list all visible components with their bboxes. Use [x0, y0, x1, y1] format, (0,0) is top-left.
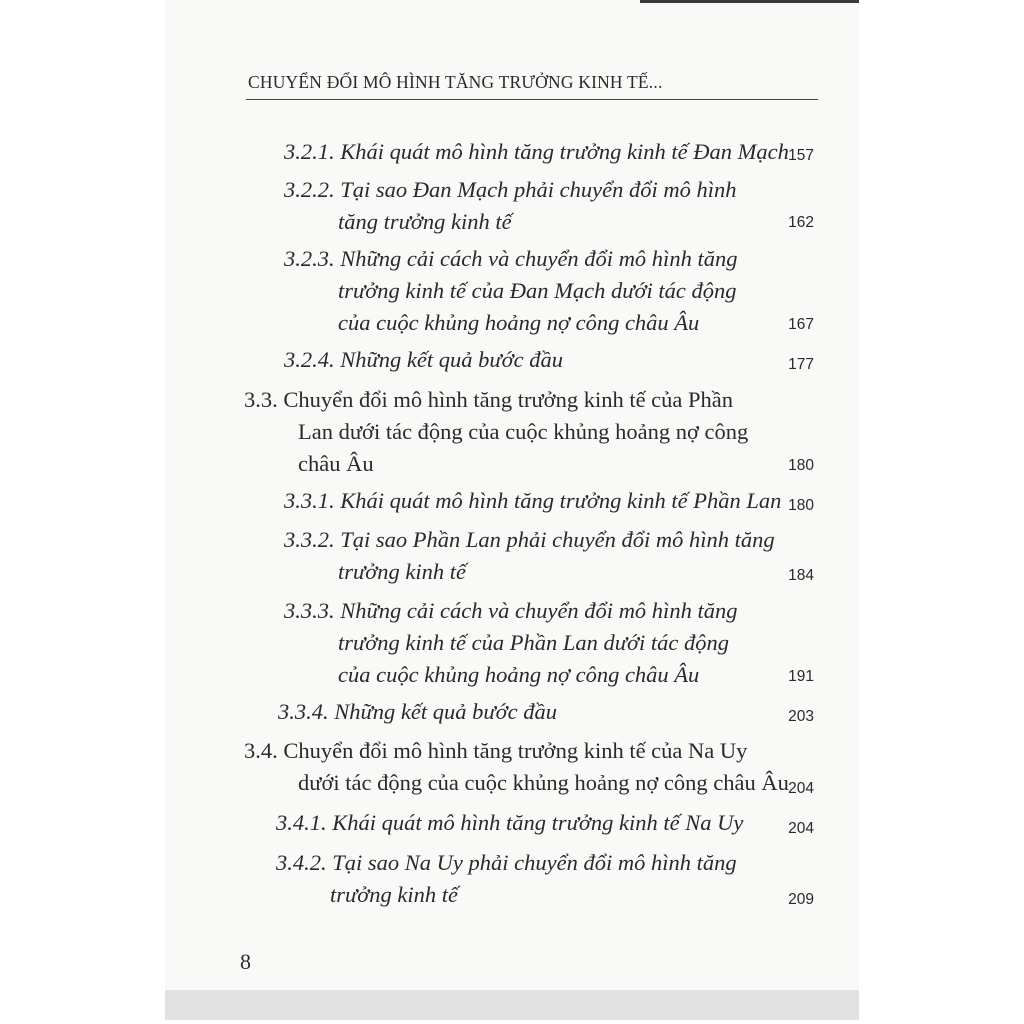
toc-entry-continuation-line: [284, 206, 736, 238]
toc-entry: [244, 735, 789, 799]
page-edge-shadow: [640, 0, 859, 3]
running-head: CHUYỂN ĐỔI MÔ HÌNH TĂNG TRƯỞNG KINH TẾ...: [248, 72, 663, 92]
toc-entry: [278, 696, 557, 728]
toc-entry: [284, 485, 781, 517]
toc-entry-continuation-line: [244, 416, 748, 448]
toc-entry-title: Chuyển đổi mô hình tăng trưởng kinh tế của Na Uy: [283, 738, 748, 763]
toc-entry-number: 3.3.3.: [284, 598, 335, 623]
toc-entry-number: 3.4.1.: [276, 810, 327, 835]
toc-entry-title: của cuộc khủng hoảng nợ công châu Âu: [338, 662, 700, 687]
toc-entry-first-line: [276, 807, 743, 839]
toc-entry-title: Tại sao Phần Lan phải chuyển đổi mô hình tăng: [340, 527, 775, 552]
toc-entry-number: 3.3.: [244, 387, 278, 412]
toc-entry-continuation-line: [284, 307, 737, 339]
toc-entry-title: Tại sao Na Uy phải chuyển đổi mô hình tăng: [332, 850, 737, 875]
toc-entry: [284, 344, 563, 376]
toc-entry-title: dưới tác động của cuộc khủng hoảng nợ công châu Âu: [298, 770, 789, 795]
toc-entry-continuation-line: [284, 627, 737, 659]
toc-entry-number: 3.2.4.: [284, 347, 335, 372]
toc-entry-first-line: [276, 847, 737, 879]
toc-entry: [276, 847, 737, 911]
toc-entry-number: 3.4.2.: [276, 850, 327, 875]
toc-entry-first-line: [284, 243, 737, 275]
toc-entry-title: Những cải cách và chuyển đổi mô hình tăng: [340, 598, 738, 623]
toc-page-number: 191: [788, 668, 814, 685]
toc-entry-number: 3.4.: [244, 738, 278, 763]
toc-entry-title: Khái quát mô hình tăng trưởng kinh tế Đan Mạch: [340, 139, 789, 164]
toc-entry-title: Khái quát mô hình tăng trưởng kinh tế Phần Lan: [340, 488, 782, 513]
toc-entry-title: Tại sao Đan Mạch phải chuyển đổi mô hình: [340, 177, 737, 202]
toc-entry-first-line: [284, 524, 775, 556]
toc-entry: [284, 524, 775, 588]
toc-entry: [244, 384, 748, 480]
toc-page-number: 180: [788, 457, 814, 474]
toc-page-number: 204: [788, 780, 814, 797]
toc-page-number: 203: [788, 708, 814, 725]
toc-entry-first-line: [244, 735, 789, 767]
toc-entry-title: trưởng kinh tế: [330, 882, 459, 907]
toc-entry: [284, 595, 737, 691]
toc-entry-continuation-line: [244, 767, 789, 799]
toc-page-number: 209: [788, 891, 814, 908]
toc-page-number: 177: [788, 356, 814, 373]
toc-entry-first-line: [284, 595, 737, 627]
toc-entry-title: châu Âu: [298, 451, 374, 476]
toc-entry-continuation-line: [276, 879, 737, 911]
toc-page-number: 204: [788, 820, 814, 837]
toc-entry-first-line: [244, 384, 748, 416]
header-rule: [246, 99, 818, 100]
toc-entry-first-line: [284, 136, 789, 168]
toc-entry-number: 3.2.1.: [284, 139, 335, 164]
toc-entry-title: Lan dưới tác động của cuộc khủng hoảng nợ công: [298, 419, 749, 444]
toc-entry-number: 3.3.1.: [284, 488, 335, 513]
toc-entry-title: Chuyển đổi mô hình tăng trưởng kinh tế của Phần: [283, 387, 734, 412]
toc-entry-title: tăng trưởng kinh tế: [338, 209, 512, 234]
toc-entry: [284, 243, 737, 339]
toc-entry-title: trưởng kinh tế của Phần Lan dưới tác động: [338, 630, 730, 655]
toc-entry-first-line: [278, 696, 557, 728]
toc-entry-number: 3.3.4.: [278, 699, 329, 724]
toc-page-number: 180: [788, 497, 814, 514]
toc-entry-continuation-line: [284, 659, 737, 691]
toc-entry-first-line: [284, 344, 563, 376]
toc-entry-number: 3.3.2.: [284, 527, 335, 552]
toc-entry-title: Những cải cách và chuyển đổi mô hình tăng: [340, 246, 738, 271]
toc-page-number: 167: [788, 316, 814, 333]
toc-entry-title: Những kết quả bước đầu: [334, 699, 558, 724]
toc-page-number: 162: [788, 214, 814, 231]
toc-page-number: 184: [788, 567, 814, 584]
toc-entry: [284, 136, 789, 168]
page-number: 8: [240, 949, 251, 974]
toc-entry-continuation-line: [244, 448, 748, 480]
toc-entry: [284, 174, 736, 238]
toc-entry-title: trưởng kinh tế: [338, 559, 467, 584]
toc-entry: [276, 807, 743, 839]
toc-entry-number: 3.2.3.: [284, 246, 335, 271]
toc-entry-first-line: [284, 174, 736, 206]
scan-bottom-strip: [165, 990, 859, 1020]
toc-entry-number: 3.2.2.: [284, 177, 335, 202]
toc-entry-continuation-line: [284, 556, 775, 588]
toc-entry-title: của cuộc khủng hoảng nợ công châu Âu: [338, 310, 700, 335]
toc-entry-first-line: [284, 485, 781, 517]
toc-entry-title: trưởng kinh tế của Đan Mạch dưới tác động: [338, 278, 737, 303]
toc-entry-continuation-line: [284, 275, 737, 307]
toc-entry-title: Khái quát mô hình tăng trưởng kinh tế Na Uy: [332, 810, 744, 835]
toc-entry-title: Những kết quả bước đầu: [340, 347, 564, 372]
toc-page-number: 157: [788, 147, 814, 164]
